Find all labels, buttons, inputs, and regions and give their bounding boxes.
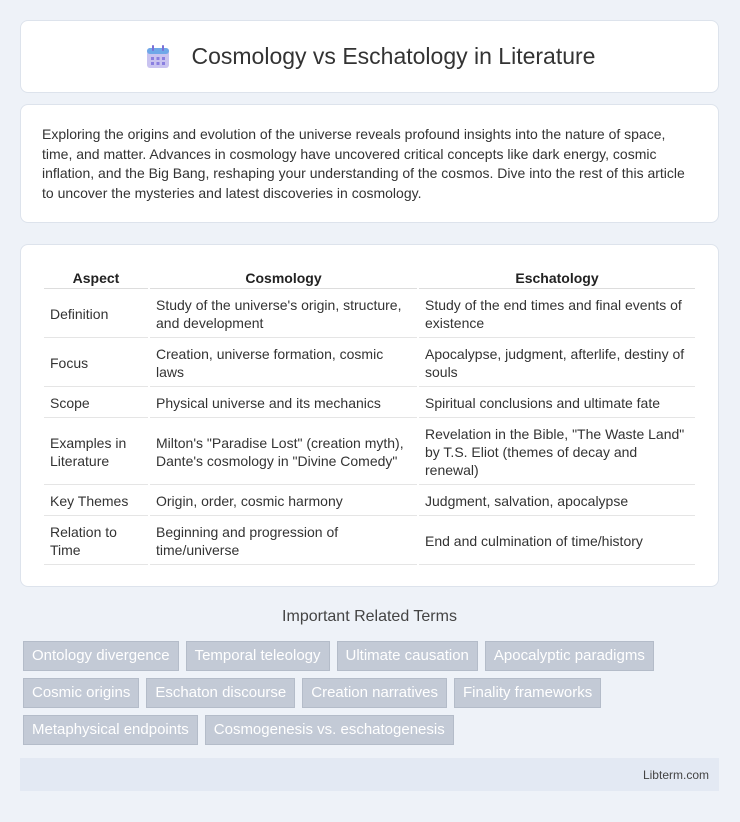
header-cosmology: Cosmology bbox=[150, 267, 417, 289]
tag-cosmogenesis-vs-eschatogenesis[interactable]: Cosmogenesis vs. eschatogenesis bbox=[205, 715, 454, 745]
intro-card bbox=[20, 104, 719, 223]
related-tags bbox=[23, 641, 713, 745]
table-cell: Definition bbox=[44, 291, 148, 338]
tag-eschaton-discourse[interactable]: Eschaton discourse bbox=[146, 678, 295, 708]
table-cell: Revelation in the Bible, "The Waste Land" by T.S. Eliot (themes of decay and renewal) bbox=[419, 420, 695, 485]
table-cell: Focus bbox=[44, 340, 148, 387]
table-cell: Creation, universe formation, cosmic laws bbox=[150, 340, 417, 387]
title-wrap bbox=[144, 43, 596, 71]
related-terms-title: Important Related Terms bbox=[282, 608, 457, 625]
tag-temporal-teleology[interactable]: Temporal teleology bbox=[186, 641, 330, 671]
header-aspect: Aspect bbox=[44, 267, 148, 289]
table-cell: Examples in Literature bbox=[44, 420, 148, 485]
table-row bbox=[44, 291, 695, 338]
table-cell: Scope bbox=[44, 389, 148, 418]
tag-ontology-divergence[interactable]: Ontology divergence bbox=[23, 641, 179, 671]
table-cell: Physical universe and its mechanics bbox=[150, 389, 417, 418]
table-row bbox=[44, 389, 695, 418]
table-cell: End and culmination of time/history bbox=[419, 518, 695, 565]
related-terms-section bbox=[20, 608, 719, 639]
comparison-table-card bbox=[20, 244, 719, 587]
table-cell: Apocalypse, judgment, afterlife, destiny of souls bbox=[419, 340, 695, 387]
intro-text: Exploring the origins and evolution of the universe reveals profound insights into the nature of space, time, and matter. Advances in cosmology have uncovered critical concepts like dark energy, cosmic inflation, and the Big Bang, reshaping your understanding of the cosmos. Dive into the rest of this article to uncover the mysteries and latest discoveries in cosmology. bbox=[42, 126, 685, 201]
tag-metaphysical-endpoints[interactable]: Metaphysical endpoints bbox=[23, 715, 198, 745]
table-row bbox=[44, 340, 695, 387]
table-cell: Judgment, salvation, apocalypse bbox=[419, 487, 695, 516]
table-cell: Key Themes bbox=[44, 487, 148, 516]
tag-cosmic-origins[interactable]: Cosmic origins bbox=[23, 678, 139, 708]
table-cell: Study of the universe's origin, structure, and development bbox=[150, 291, 417, 338]
footer bbox=[20, 758, 719, 791]
calendar-icon bbox=[144, 43, 172, 71]
table-row bbox=[44, 487, 695, 516]
table-cell: Origin, order, cosmic harmony bbox=[150, 487, 417, 516]
header-card bbox=[20, 20, 719, 93]
table-cell: Spiritual conclusions and ultimate fate bbox=[419, 389, 695, 418]
comparison-table bbox=[42, 265, 697, 567]
table-header-row bbox=[44, 267, 695, 289]
header-eschatology: Eschatology bbox=[419, 267, 695, 289]
footer-link[interactable]: Libterm.com bbox=[642, 767, 709, 782]
table-cell: Relation to Time bbox=[44, 518, 148, 565]
tag-finality-frameworks[interactable]: Finality frameworks bbox=[454, 678, 601, 708]
page-title: Cosmology vs Eschatology in Literature bbox=[191, 43, 596, 69]
tag-creation-narratives[interactable]: Creation narratives bbox=[302, 678, 447, 708]
tag-ultimate-causation[interactable]: Ultimate causation bbox=[337, 641, 478, 671]
table-cell: Beginning and progression of time/universe bbox=[150, 518, 417, 565]
table-row bbox=[44, 420, 695, 485]
table-cell: Study of the end times and final events of existence bbox=[419, 291, 695, 338]
table-row bbox=[44, 518, 695, 565]
table-cell: Milton's "Paradise Lost" (creation myth), Dante's cosmology in "Divine Comedy" bbox=[150, 420, 417, 485]
tag-apocalyptic-paradigms[interactable]: Apocalyptic paradigms bbox=[485, 641, 654, 671]
